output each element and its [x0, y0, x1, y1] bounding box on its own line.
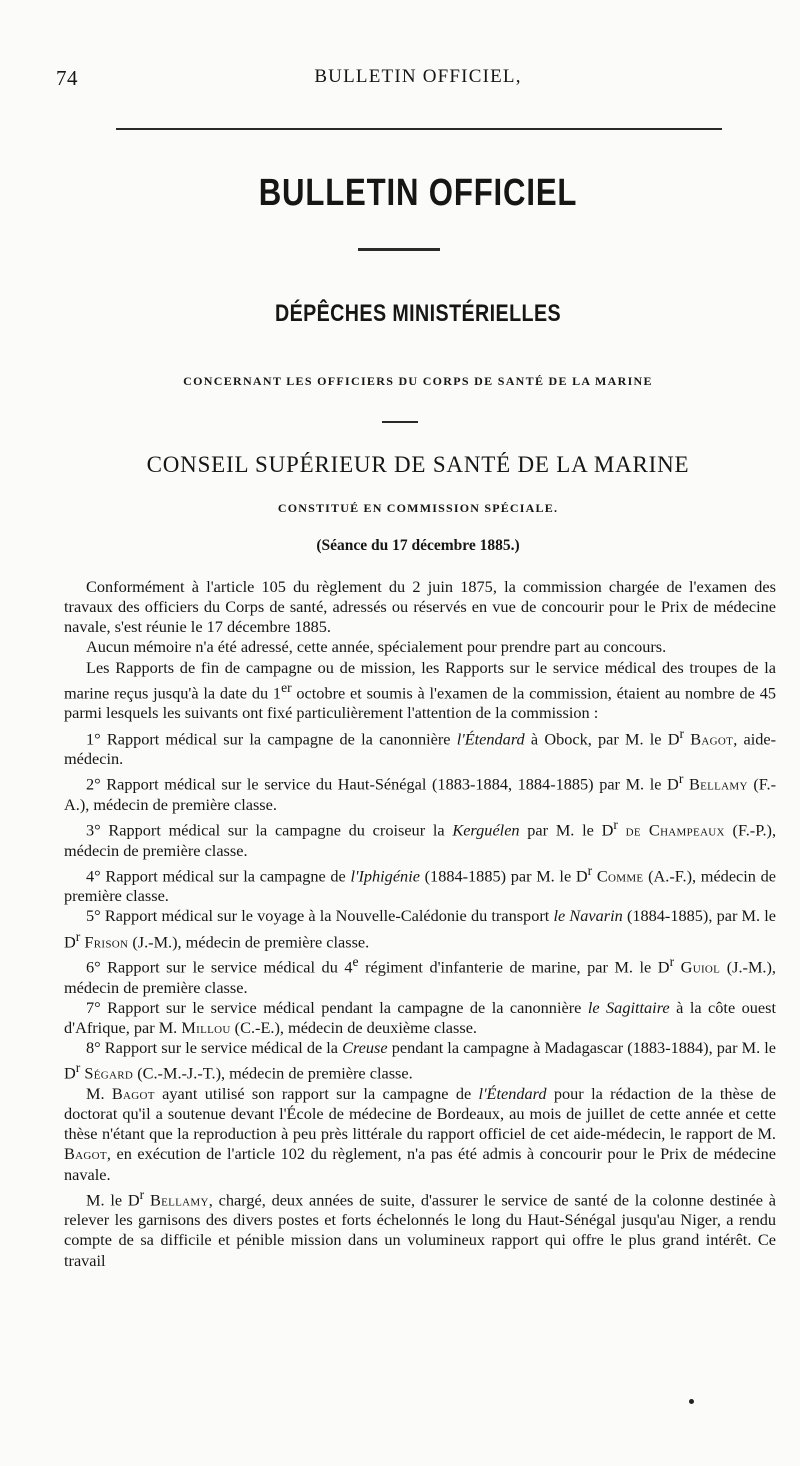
council-title: CONSEIL SUPÉRIEUR DE SANTÉ DE LA MARINE: [146, 452, 690, 477]
session-date: (Séance du 17 décembre 1885.): [316, 537, 520, 554]
paragraph: Aucun mémoire n'a été adressé, cette année, spécialement pour prendre part au concours.: [86, 637, 667, 657]
running-title: BULLETIN OFFICIEL,: [314, 66, 522, 87]
list-item: 3° Rapport médical sur la campagne du croiseur la Kerguélen par M. le $D^r$ de Champeaux (F.-P.), médecin de première classe.: [64, 816, 777, 860]
ink-dot: [689, 1399, 694, 1404]
list-item: 2° Rapport médical sur le service du Haut-Sénégal (1883-1884, 1884-1885) par M. le $D^r$ Bellamy (F.-A.), médecin de première classe.: [64, 771, 776, 814]
page: [56, 0, 780, 1466]
section-title: DÉPÊCHES MINISTÉRIELLES: [274, 300, 562, 327]
running-head: [56, 66, 780, 96]
title-rule: [358, 248, 440, 251]
main-title: BULLETIN OFFICIEL: [258, 172, 578, 214]
subsection-heading: CONCERNANT LES OFFICIERS DU CORPS DE SANTÉ DE LA MARINE: [183, 374, 653, 388]
list-item: 7° Rapport sur le service médical pendant la campagne de la canonnière le Sagittaire à la côte ouest d'Afrique, par M. Millou (C.-E.), médecin de deuxième classe.: [64, 997, 777, 1038]
paragraph: M. le $D^r$ Bellamy, chargé, deux années de suite, d'assurer le service de santé de la colonne destinée à relever les garnisons des divers postes et forts échelonnés le long du Haut-Sénégal jusqu'au Niger, a rendu compte de sa difficile et pénible mission dans un volumineux rapport qui offre le plus grand intérêt. Ce travail: [64, 1186, 777, 1270]
list-item: 6° Rapport sur le service médical du 4e régiment d'infanterie de marine, par M. le $D^r$ Guiol (J.-M.), médecin de première classe.: [64, 954, 776, 997]
list-item: 8° Rapport sur le service médical de la Creuse pendant la campagne à Madagascar (1883-1884), par M. le $D^r$ Ségard (C.-M.-J.-T.), médecin de première classe.: [64, 1038, 776, 1083]
page-number: 74: [56, 66, 78, 90]
paragraph: Conformément à l'article 105 du règlement du 2 juin 1875, la commission chargée de l'examen des travaux des officiers du Corps de santé, adressés ou réservés en vue de concourir pour le Prix de médecine navale, s'est réunie le 17 décembre 1885.: [64, 577, 776, 637]
list-item: 5° Rapport médical sur le voyage à la Nouvelle-Calédonie du transport le Navarin (1884-1885), par M. le $D^r$ Frison (J.-M.), médecin de première classe.: [64, 906, 777, 952]
council-subtitle: CONSTITUÉ EN COMMISSION SPÉCIALE.: [277, 501, 559, 515]
body-text: [64, 577, 776, 1271]
list-item: 4° Rapport médical sur la campagne de l'Iphigénie (1884-1885) par M. le $D^r$ Comme (A.-F.), médecin de première classe.: [64, 862, 776, 906]
header-rule: [116, 128, 722, 130]
list-item: 1° Rapport médical sur la campagne de la canonnière l'Étendard à Obock, par M. le $D^r$ Bagot, aide-médecin.: [64, 725, 777, 769]
paragraph: Les Rapports de fin de campagne ou de mission, les Rapports sur le service médical des troupes de la marine reçus jusqu'à la date du 1er octobre et soumis à l'examen de la commission, étaient au nombre de 45 parmi lesquels les suivants ont fixé particulièrement l'attention de la commission :: [64, 657, 776, 723]
paragraph: M. Bagot ayant utilisé son rapport sur la campagne de l'Étendard pour la rédaction de la thèse de doctorat qu'il a soutenue devant l'École de médecine de Bordeaux, au mois de juillet de cette année et cette thèse n'étant que la reproduction à peu près littérale du rapport officiel de cet aide-médecin, le rapport de M. Bagot, en exécution de l'article 102 du règlement, n'a pas été admis à concourir pour le Prix de médecine navale.: [64, 1083, 777, 1184]
section-rule: [382, 421, 418, 423]
